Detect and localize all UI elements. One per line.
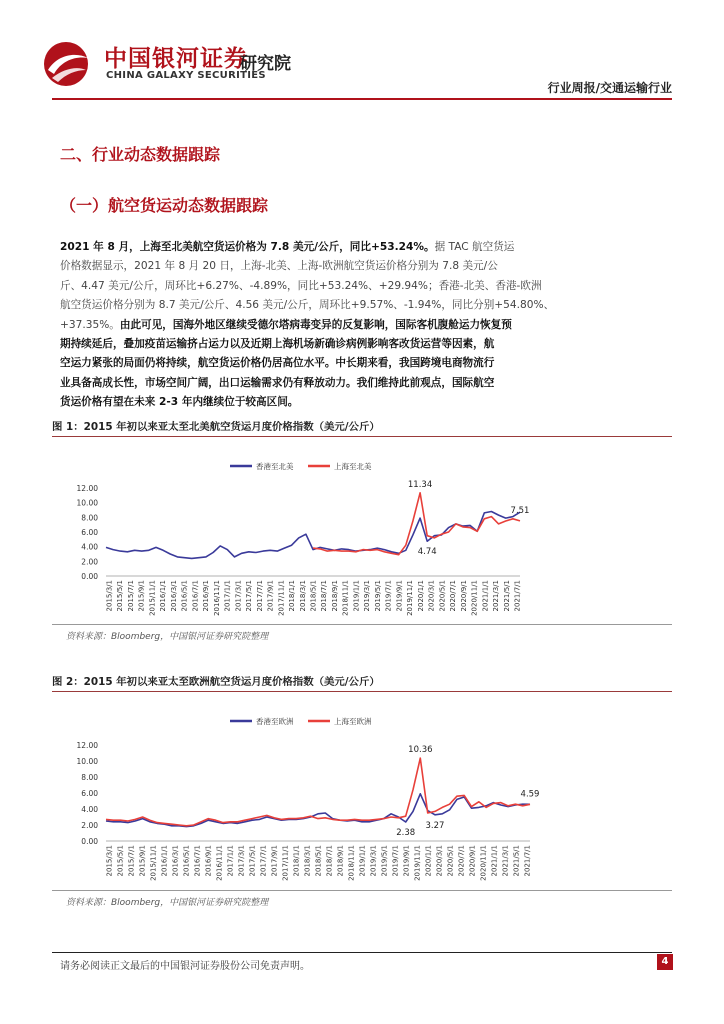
- x-tick-label: 2016/3/1: [169, 580, 178, 612]
- y-tick-label: 8.00: [81, 773, 98, 782]
- paragraph-bold-run: 由此可见，国海外地区继续受德尔塔病毒变异的反复影响，国际客机腹舱运力恢复预: [119, 318, 512, 331]
- x-tick-label: 2020/9/1: [468, 845, 477, 877]
- paragraph-text-run: 航空货运价格分别为 8.7 美元/公斤、4.56 美元/公斤，周环比+9.57%、-1.94%，同比分别+54.80%、: [60, 299, 555, 312]
- y-tick-label: 10.00: [76, 498, 98, 508]
- x-tick-label: 2020/5/1: [446, 845, 455, 877]
- x-tick-label: 2019/7/1: [384, 580, 393, 612]
- paragraph-bold-run: 业具备高成长性，市场空间广阔，出口运输需求仍有释放动力。我们维持此前观点，国际航空: [60, 376, 495, 389]
- x-tick-label: 2016/9/1: [202, 580, 211, 612]
- brand-institute: 研究院: [240, 54, 291, 74]
- series-line-1: [313, 493, 520, 558]
- x-tick-label: 2021/3/1: [492, 580, 501, 612]
- data-label: 4.59: [520, 789, 540, 800]
- x-tick-label: 2020/11/1: [479, 845, 488, 881]
- x-tick-label: 2015/5/1: [116, 845, 125, 877]
- x-tick-label: 2016/1/1: [160, 845, 169, 877]
- figure-1-source: 资料来源：Bloomberg，中国银河证券研究院整理: [66, 632, 269, 642]
- paragraph-text-run: 价格数据显示，2021 年 8 月 20 日，上海-北美、上海-欧洲航空货运价格分别为 7.8 美元/公: [60, 260, 498, 273]
- x-tick-label: 2019/9/1: [395, 580, 404, 612]
- x-tick-label: 2018/5/1: [309, 580, 318, 612]
- x-tick-label: 2016/7/1: [193, 845, 202, 877]
- figure-2-caption-rule: [52, 691, 672, 692]
- paragraph-bold-run: 空运力紧张的局面仍将持续，航空货运价格仍居高位水平。中长期来看，我国跨境电商物流行: [60, 357, 495, 370]
- x-tick-label: 2016/7/1: [191, 580, 200, 612]
- report-type: 行业周报/交通运输行业: [547, 81, 672, 95]
- x-tick-label: 2019/1/1: [352, 580, 361, 612]
- legend-label-0: 香港至欧洲: [256, 717, 294, 726]
- x-tick-label: 2018/3/1: [303, 845, 312, 877]
- x-tick-label: 2016/11/1: [215, 845, 224, 881]
- y-tick-label: 0.00: [81, 572, 98, 581]
- paragraph-text-run: +37.35%。: [60, 318, 120, 331]
- x-tick-label: 2017/7/1: [259, 845, 268, 877]
- x-tick-label: 2020/1/1: [416, 580, 425, 612]
- x-tick-label: 2017/3/1: [234, 580, 243, 612]
- x-tick-label: 2019/5/1: [373, 580, 382, 612]
- x-tick-label: 2021/3/1: [501, 845, 510, 877]
- x-tick-label: 2019/3/1: [369, 845, 378, 877]
- series-line-0: [106, 512, 520, 559]
- x-tick-label: 2015/5/1: [116, 580, 125, 612]
- x-tick-label: 2021/5/1: [512, 845, 521, 877]
- x-tick-label: 2019/7/1: [391, 845, 400, 877]
- paragraph-line: [60, 238, 672, 257]
- x-tick-label: 2015/9/1: [137, 580, 146, 612]
- footer-disclaimer: 请务必阅读正文最后的中国银河证券股份公司免责声明。: [60, 961, 310, 972]
- y-tick-label: 12.00: [76, 741, 98, 750]
- paragraph-bold-run: 货运价格有望在未来 2-3 年内继续位于较高区间。: [60, 396, 299, 409]
- figure-1-chart: [52, 440, 672, 622]
- legend-label-1: 上海至北美: [334, 462, 372, 471]
- x-tick-label: 2019/11/1: [406, 580, 415, 616]
- y-tick-label: 8.00: [81, 513, 98, 523]
- x-tick-label: 2017/7/1: [255, 580, 264, 612]
- x-tick-label: 2015/11/1: [148, 580, 157, 616]
- paragraph-line: [60, 296, 672, 315]
- header-divider: [52, 98, 672, 100]
- x-tick-label: 2018/1/1: [292, 845, 301, 877]
- paragraph-line: [60, 257, 672, 276]
- x-tick-label: 2020/1/1: [424, 845, 433, 877]
- paragraph-line: [60, 354, 672, 373]
- x-tick-label: 2017/9/1: [270, 845, 279, 877]
- y-tick-label: 2.00: [81, 557, 98, 567]
- y-tick-label: 6.00: [81, 528, 98, 537]
- footer-divider: [52, 952, 672, 953]
- x-tick-label: 2016/9/1: [204, 845, 213, 877]
- figure-2-caption: 图 2：2015 年初以来亚太至欧洲航空货运月度价格指数（美元/公斤）: [52, 676, 380, 688]
- x-tick-label: 2021/1/1: [490, 845, 499, 877]
- x-tick-label: 2020/3/1: [427, 580, 436, 612]
- figure-2-source-rule: [52, 890, 672, 891]
- brand-name-cn: 中国银河证券: [104, 46, 248, 72]
- x-tick-label: 2017/1/1: [223, 580, 232, 612]
- x-tick-label: 2020/9/1: [459, 580, 468, 612]
- x-tick-label: 2018/3/1: [298, 580, 307, 612]
- x-tick-label: 2018/11/1: [347, 845, 356, 881]
- x-tick-label: 2021/1/1: [481, 580, 490, 612]
- x-tick-label: 2015/7/1: [127, 845, 136, 877]
- paragraph-line: [60, 316, 672, 335]
- data-label: 3.27: [425, 820, 445, 831]
- legend-label-0: 香港至北美: [256, 462, 294, 471]
- x-tick-label: 2017/1/1: [226, 845, 235, 877]
- x-tick-label: 2018/5/1: [314, 845, 323, 877]
- brand-name-en: CHINA GALAXY SECURITIES: [106, 70, 266, 81]
- figure-1-caption: 图 1：2015 年初以来亚太至北美航空货运月度价格指数（美元/公斤）: [52, 421, 380, 433]
- paragraph-text-run: 据 TAC 航空货运: [434, 241, 515, 253]
- x-tick-label: 2020/3/1: [435, 845, 444, 877]
- body-paragraph: [60, 238, 672, 413]
- y-tick-label: 12.00: [76, 484, 98, 493]
- x-tick-label: 2017/3/1: [237, 845, 246, 877]
- x-tick-label: 2021/7/1: [513, 580, 522, 612]
- y-tick-label: 4.00: [81, 542, 98, 552]
- y-tick-label: 6.00: [81, 789, 98, 798]
- subsection-title: （一）航空货运动态数据跟踪: [60, 196, 269, 215]
- data-label: 11.34: [407, 479, 433, 490]
- paragraph-line: [60, 393, 672, 412]
- paragraph-line: [60, 335, 672, 354]
- y-tick-label: 10.00: [76, 757, 98, 766]
- data-label: 4.74: [417, 547, 437, 558]
- x-tick-label: 2016/1/1: [159, 580, 168, 612]
- y-tick-label: 4.00: [81, 805, 98, 814]
- series-line-1: [106, 758, 530, 826]
- x-tick-label: 2019/11/1: [413, 845, 422, 881]
- paragraph-bold-run: 期持续延后，叠加疫苗运输挤占运力以及近期上海机场新确诊病例影响客改货运营等因素，航: [60, 337, 495, 350]
- x-tick-label: 2020/7/1: [449, 580, 458, 612]
- paragraph-line: [60, 277, 672, 296]
- figure-2-chart: [52, 695, 672, 887]
- x-tick-label: 2018/11/1: [341, 580, 350, 616]
- x-tick-label: 2015/3/1: [105, 845, 114, 877]
- x-tick-label: 2018/9/1: [330, 580, 339, 612]
- x-tick-label: 2019/9/1: [402, 845, 411, 877]
- x-tick-label: 2017/11/1: [277, 580, 286, 616]
- x-tick-label: 2016/5/1: [182, 845, 191, 877]
- x-tick-label: 2020/11/1: [470, 580, 479, 616]
- x-tick-label: 2019/3/1: [363, 580, 372, 612]
- figure-2-source: 资料来源：Bloomberg，中国银河证券研究院整理: [66, 898, 269, 908]
- x-tick-label: 2017/5/1: [248, 845, 257, 877]
- x-tick-label: 2017/5/1: [245, 580, 254, 612]
- data-label: 7.51: [510, 505, 530, 516]
- figure-1-caption-rule: [52, 436, 672, 437]
- x-tick-label: 2017/11/1: [281, 845, 290, 881]
- x-tick-label: 2018/1/1: [288, 580, 297, 612]
- section-title: 二、行业动态数据跟踪: [60, 145, 221, 164]
- x-tick-label: 2019/5/1: [380, 845, 389, 877]
- x-tick-label: 2015/3/1: [105, 580, 114, 612]
- y-tick-label: 2.00: [81, 821, 98, 830]
- page-number: 4: [657, 954, 673, 970]
- x-tick-label: 2016/5/1: [180, 580, 189, 612]
- data-label: 10.36: [408, 745, 433, 756]
- data-label: 2.38: [396, 827, 416, 838]
- y-tick-label: 0.00: [81, 837, 98, 846]
- x-tick-label: 2015/11/1: [149, 845, 158, 881]
- x-tick-label: 2018/9/1: [336, 845, 345, 877]
- legend-label-1: 上海至欧洲: [334, 717, 372, 726]
- x-tick-label: 2021/7/1: [523, 845, 532, 877]
- x-tick-label: 2016/3/1: [171, 845, 180, 877]
- x-tick-label: 2021/5/1: [502, 580, 511, 612]
- x-tick-label: 2016/11/1: [212, 580, 221, 616]
- x-tick-label: 2020/5/1: [438, 580, 447, 612]
- x-tick-label: 2018/7/1: [320, 580, 329, 612]
- figure-1-source-rule: [52, 624, 672, 625]
- paragraph-text-run: 斤、4.47 美元/公斤，周环比+6.27%、-4.89%，同比+53.24%、+29.94%；香港-北美、香港-欧洲: [60, 279, 542, 292]
- x-tick-label: 2020/7/1: [457, 845, 466, 877]
- x-tick-label: 2017/9/1: [266, 580, 275, 612]
- x-tick-label: 2018/7/1: [325, 845, 334, 877]
- paragraph-line: [60, 374, 672, 393]
- x-tick-label: 2015/9/1: [138, 845, 147, 877]
- paragraph-bold-run: 2021 年 8 月，上海至北美航空货运价格为 7.8 美元/公斤，同比+53.24%。: [60, 241, 435, 253]
- x-tick-label: 2015/7/1: [126, 580, 135, 612]
- x-tick-label: 2019/1/1: [358, 845, 367, 877]
- galaxy-logo-icon: [42, 40, 92, 88]
